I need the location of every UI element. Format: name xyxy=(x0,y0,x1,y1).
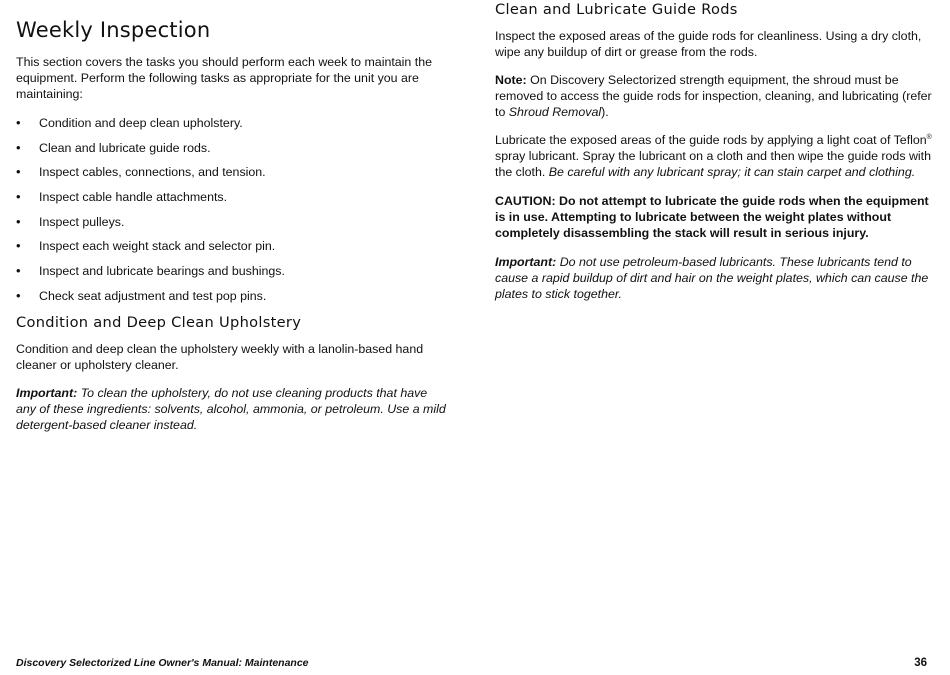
guide-rods-lubricate-paragraph xyxy=(495,132,935,180)
guide-rods-inspect-paragraph: Inspect the exposed areas of the guide rods for cleanliness. Using a dry cloth, wipe any buildup of dirt or grease from the rods. xyxy=(495,29,922,59)
list-item xyxy=(16,238,446,254)
list-item xyxy=(16,214,446,230)
bullet-icon: • xyxy=(16,189,21,205)
task-text: Condition and deep clean upholstery. xyxy=(39,116,243,130)
task-text: Inspect cables, connections, and tension. xyxy=(39,165,266,180)
guide-rods-section-title: Clean and Lubricate Guide Rods xyxy=(495,1,738,18)
list-item xyxy=(16,189,446,205)
task-text: Inspect pulleys. xyxy=(39,214,125,229)
important-text: Do not use petroleum-based lubricants. These lubricants tend to cause a rapid buildup of dirt and hair on the weight plates, which can cause the plates to stick together. xyxy=(495,255,929,301)
page-title: Weekly Inspection xyxy=(16,18,211,42)
important-label: Important: xyxy=(495,255,557,269)
bullet-icon: • xyxy=(16,287,21,303)
upholstery-section-title: Condition and Deep Clean Upholstery xyxy=(16,313,302,331)
task-text: Inspect and lubricate bearings and bushings. xyxy=(39,264,285,279)
lubricate-text-start: Lubricate the exposed areas of the guide rods by applying a light coat of Teflon xyxy=(495,133,927,147)
list-item xyxy=(16,263,446,279)
bullet-icon: • xyxy=(16,115,21,130)
bullet-icon: • xyxy=(16,164,21,180)
task-text: Inspect each weight stack and selector pin. xyxy=(39,239,276,254)
footer-page-number: 36 xyxy=(914,657,927,669)
registered-mark: ® xyxy=(926,133,932,141)
list-item xyxy=(16,140,446,156)
important-label: Important: xyxy=(16,385,78,400)
task-text: Check seat adjustment and test pop pins. xyxy=(39,288,267,303)
lubricate-text-end: spray lubricant. Spray the lubricant on a cloth and then wipe the guide rods with the cloth. xyxy=(495,149,931,179)
note-label: Note: xyxy=(495,73,527,87)
intro-paragraph: This section covers the tasks you should perform each week to maintain the equipment. Perform the following tasks as appropriate for the unit you are maintaining: xyxy=(16,55,432,101)
list-item xyxy=(16,164,446,180)
bullet-icon: • xyxy=(16,213,21,229)
footer-manual-title: Discovery Selectorized Line Owner's Manual: Maintenance xyxy=(16,657,309,669)
lubricate-warning: Be careful with any lubricant spray; it can stain carpet and clothing. xyxy=(548,165,916,179)
note-end: ). xyxy=(601,105,609,119)
important-text: To clean the upholstery, do not use cleaning products that have any of these ingredients: solvents, alcohol, ammonia, or petroleum. Use a mild detergent-based cleaner instead. xyxy=(16,385,446,432)
task-text: Clean and lubricate guide rods. xyxy=(39,140,211,155)
right-column xyxy=(495,0,935,302)
caution-paragraph: CAUTION: Do not attempt to lubricate the guide rods when the equipment is in use. Attempting to lubricate between the weight plates without completely disassembling the stack will result in serious injury. xyxy=(495,194,929,240)
guide-rods-note xyxy=(495,72,935,120)
list-item xyxy=(16,115,446,131)
guide-rods-important-note xyxy=(495,254,935,302)
left-column xyxy=(16,0,446,433)
upholstery-paragraph: Condition and deep clean the upholstery weekly with a lanolin-based hand cleaner or upholstery cleaner. xyxy=(16,341,424,372)
list-item xyxy=(16,288,446,304)
shroud-removal-reference: Shroud Removal xyxy=(508,105,602,119)
task-text: Inspect cable handle attachments. xyxy=(39,190,228,205)
bullet-icon: • xyxy=(16,263,21,279)
weekly-task-list xyxy=(16,115,446,304)
bullet-icon: • xyxy=(16,139,21,155)
bullet-icon: • xyxy=(16,238,21,254)
upholstery-important-note xyxy=(16,385,446,433)
note-text: On Discovery Selectorized strength equipment, the shroud must be removed to access the guide rods for inspection, cleaning, and lubricating (refer to xyxy=(495,73,932,119)
